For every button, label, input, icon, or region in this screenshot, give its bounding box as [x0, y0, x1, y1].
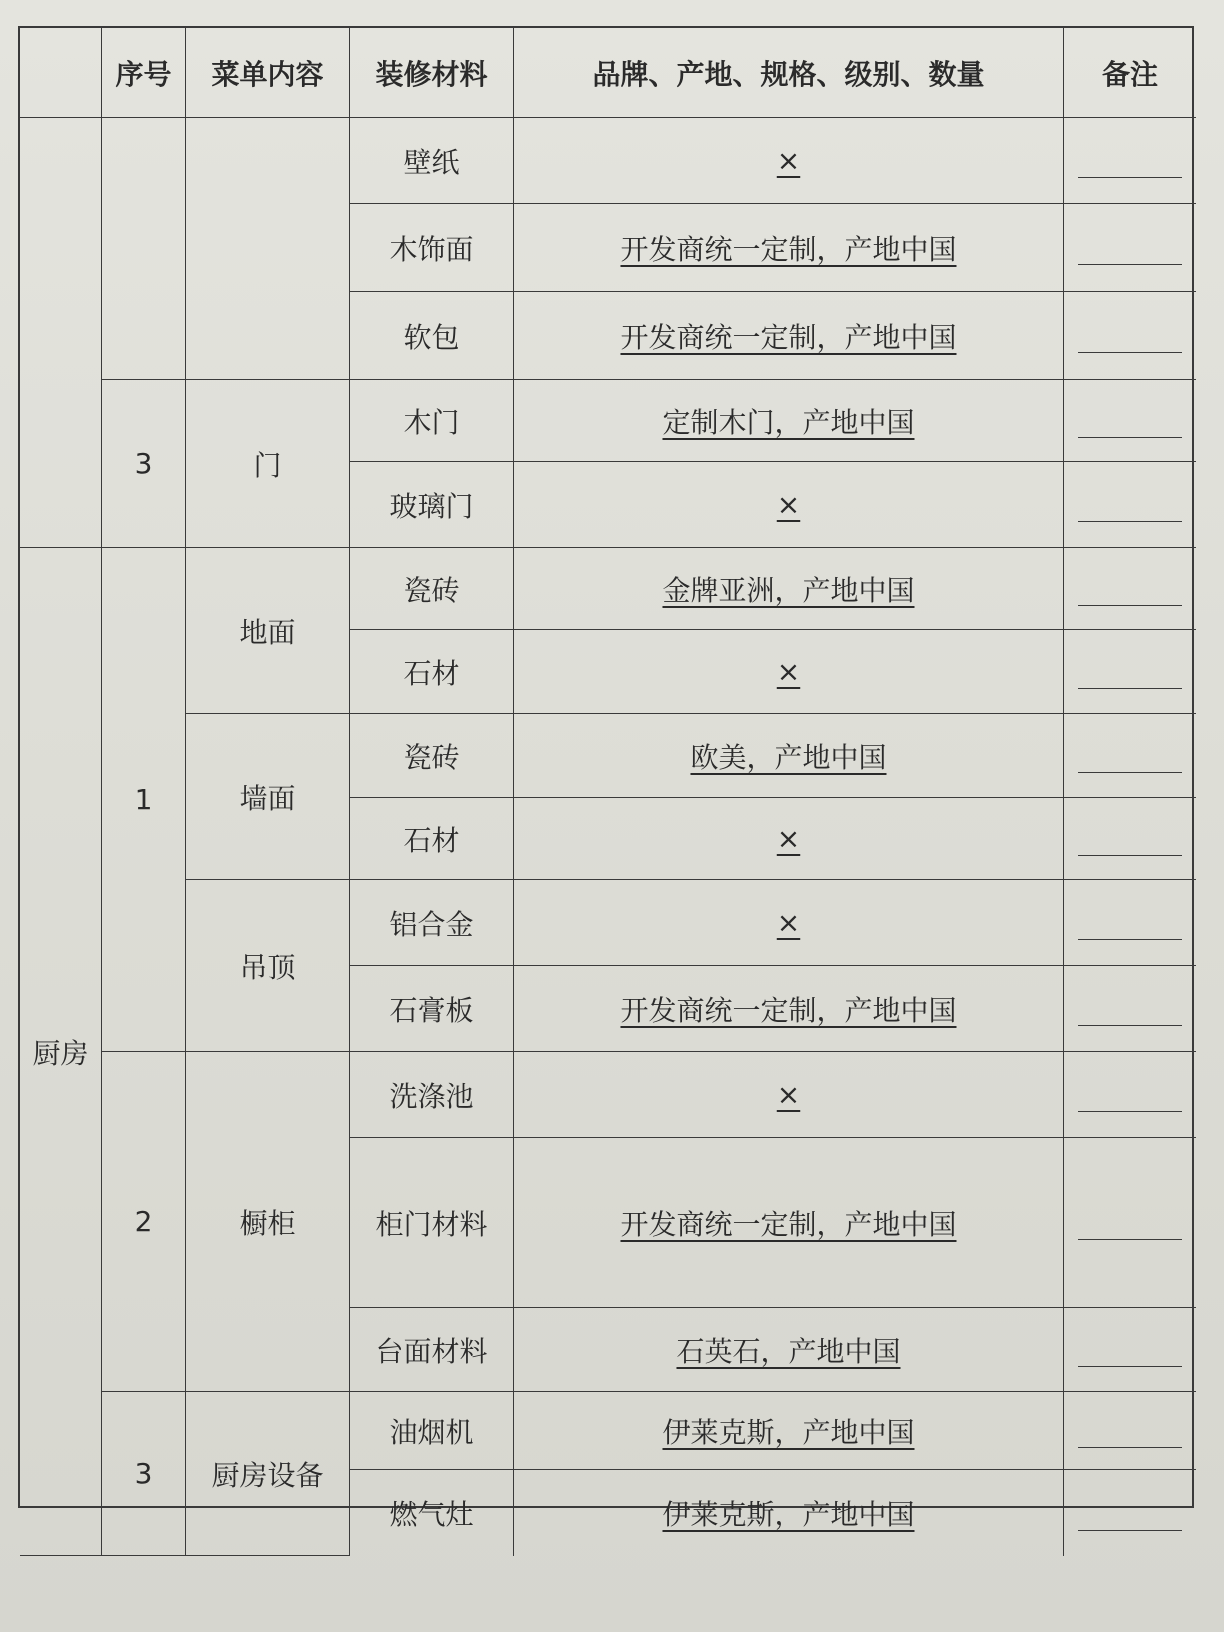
- note-blank-line: [1078, 352, 1182, 353]
- note-cell: [1064, 1052, 1196, 1138]
- material-cell: 石材: [350, 798, 514, 880]
- note-blank-line: [1078, 264, 1182, 265]
- brand-value: 金牌亚洲，产地中国: [662, 573, 915, 607]
- brand-cell: [514, 1308, 1064, 1392]
- brand-cell: [514, 630, 1064, 714]
- brand-value: 欧美，产地中国: [690, 740, 887, 774]
- note-blank-line: [1078, 855, 1182, 856]
- note-blank-line: [1078, 939, 1182, 940]
- menu-cell-ceiling: 吊顶: [186, 880, 350, 1052]
- brand-cell: [514, 548, 1064, 630]
- material-cell: 石膏板: [350, 966, 514, 1052]
- seq-cell-equipment: 3: [102, 1392, 186, 1556]
- note-cell: [1064, 118, 1196, 204]
- note-blank-line: [1078, 1239, 1182, 1240]
- note-blank-line: [1078, 1366, 1182, 1367]
- material-cell: 石材: [350, 630, 514, 714]
- brand-value: 定制木门，产地中国: [662, 405, 915, 439]
- brand-cell: [514, 1392, 1064, 1470]
- menu-cell-floor: 地面: [186, 548, 350, 714]
- note-cell: [1064, 966, 1196, 1052]
- note-blank-line: [1078, 1025, 1182, 1026]
- material-cell: 洗涤池: [350, 1052, 514, 1138]
- material-cell: 软包: [350, 292, 514, 380]
- brand-value: ×: [776, 906, 801, 939]
- seq-cell-door: 3: [102, 380, 186, 548]
- material-cell: 柜门材料: [350, 1138, 514, 1308]
- brand-value: 开发商统一定制，产地中国: [620, 993, 957, 1027]
- note-cell: [1064, 1138, 1196, 1308]
- note-cell: [1064, 880, 1196, 966]
- note-cell: [1064, 292, 1196, 380]
- brand-cell: [514, 1052, 1064, 1138]
- brand-cell: [514, 204, 1064, 292]
- header-seq: 序号: [102, 28, 186, 118]
- note-blank-line: [1078, 521, 1182, 522]
- note-blank-line: [1078, 772, 1182, 773]
- note-cell: [1064, 630, 1196, 714]
- note-cell: [1064, 1308, 1196, 1392]
- seq-cell-previous-blank: [102, 118, 186, 380]
- header-menu: 菜单内容: [186, 28, 350, 118]
- brand-cell: [514, 798, 1064, 880]
- material-cell: 玻璃门: [350, 462, 514, 548]
- material-cell: 瓷砖: [350, 548, 514, 630]
- header-brand: 品牌、产地、规格、级别、数量: [514, 28, 1064, 118]
- material-cell: 铝合金: [350, 880, 514, 966]
- brand-value: ×: [776, 488, 801, 521]
- brand-cell: [514, 1470, 1064, 1556]
- brand-value: 开发商统一定制，产地中国: [620, 1207, 957, 1241]
- material-cell: 木门: [350, 380, 514, 462]
- note-cell: [1064, 204, 1196, 292]
- header-note: 备注: [1064, 28, 1196, 118]
- group-cell-kitchen: 厨房: [20, 548, 102, 1556]
- material-cell: 油烟机: [350, 1392, 514, 1470]
- note-blank-line: [1078, 1447, 1182, 1448]
- menu-cell-equipment: 厨房设备: [186, 1392, 350, 1556]
- brand-value: 开发商统一定制，产地中国: [620, 320, 957, 354]
- group-cell-previous: [20, 118, 102, 548]
- brand-cell: [514, 462, 1064, 548]
- brand-value: 伊莱克斯，产地中国: [662, 1415, 915, 1449]
- note-cell: [1064, 1392, 1196, 1470]
- note-blank-line: [1078, 177, 1182, 178]
- brand-cell: [514, 1138, 1064, 1308]
- note-blank-line: [1078, 605, 1182, 606]
- note-cell: [1064, 462, 1196, 548]
- note-blank-line: [1078, 437, 1182, 438]
- brand-cell: [514, 292, 1064, 380]
- note-cell: [1064, 798, 1196, 880]
- brand-value: 开发商统一定制，产地中国: [620, 232, 957, 266]
- note-blank-line: [1078, 1530, 1182, 1531]
- brand-value: ×: [776, 1078, 801, 1111]
- brand-cell: [514, 714, 1064, 798]
- note-cell: [1064, 548, 1196, 630]
- menu-cell-wall: 墙面: [186, 714, 350, 880]
- brand-cell: [514, 118, 1064, 204]
- materials-table: [18, 26, 1194, 1531]
- material-cell: 壁纸: [350, 118, 514, 204]
- material-cell: 木饰面: [350, 204, 514, 292]
- seq-cell-floor-wall-ceiling: 1: [102, 548, 186, 1052]
- note-cell: [1064, 714, 1196, 798]
- material-cell: 瓷砖: [350, 714, 514, 798]
- brand-value: 石英石，产地中国: [676, 1334, 901, 1368]
- header-material: 装修材料: [350, 28, 514, 118]
- brand-cell: [514, 880, 1064, 966]
- brand-cell: [514, 380, 1064, 462]
- menu-cell-cabinet: 橱柜: [186, 1052, 350, 1392]
- seq-cell-cabinet: 2: [102, 1052, 186, 1392]
- menu-cell-door: 门: [186, 380, 350, 548]
- material-cell: 台面材料: [350, 1308, 514, 1392]
- menu-cell-previous-blank: [186, 118, 350, 380]
- note-cell: [1064, 380, 1196, 462]
- material-cell: 燃气灶: [350, 1470, 514, 1556]
- brand-value: ×: [776, 144, 801, 177]
- brand-cell: [514, 966, 1064, 1052]
- header-blank: [20, 28, 102, 118]
- brand-value: ×: [776, 655, 801, 688]
- note-blank-line: [1078, 688, 1182, 689]
- note-cell: [1064, 1470, 1196, 1556]
- brand-value: ×: [776, 822, 801, 855]
- brand-value: 伊莱克斯，产地中国: [662, 1498, 915, 1531]
- note-blank-line: [1078, 1111, 1182, 1112]
